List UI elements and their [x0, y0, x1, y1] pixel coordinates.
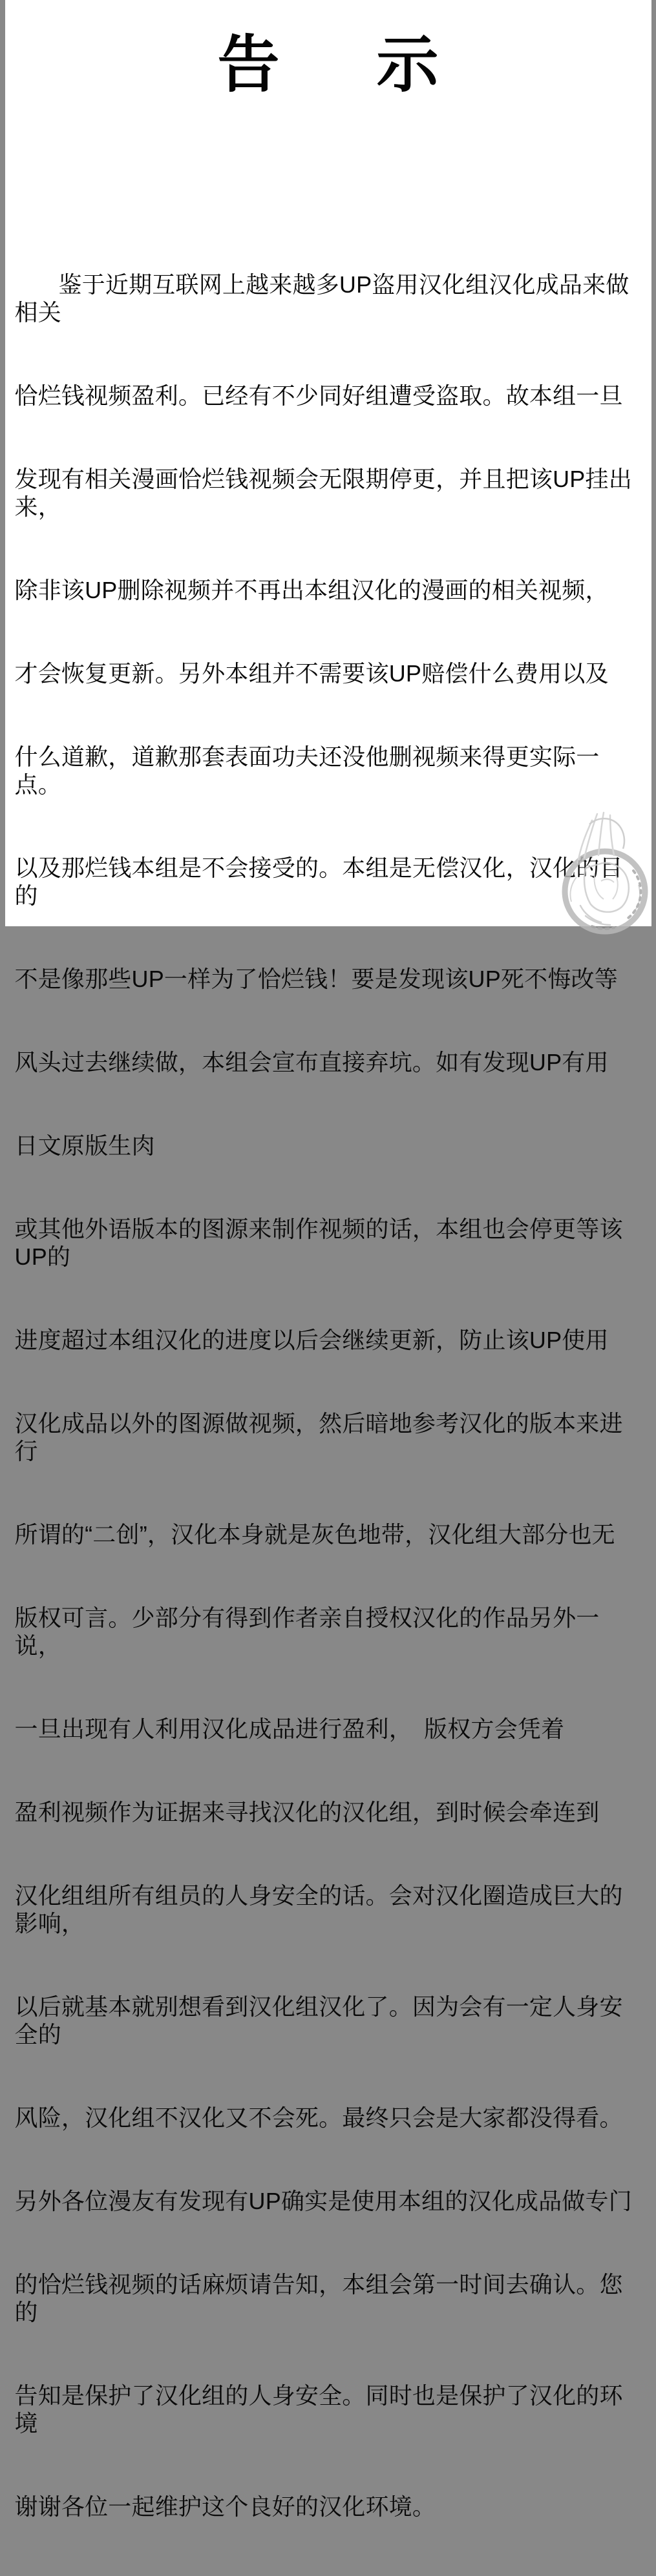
notice-line: 另外各位漫友有发现有UP确实是使用本组的汉化成品做专门 — [15, 2187, 644, 2215]
notice-line: 汉化组组所有组员的人身安全的话。会对汉化圈造成巨大的影响， — [15, 1882, 644, 1937]
notice-line: 告知是保护了汉化组的人身安全。同时也是保护了汉化的环境 — [15, 2382, 644, 2437]
notice-line: 才会恢复更新。另外本组并不需要该UP赔偿什么费用以及 — [15, 660, 644, 687]
title-char-2: 示 — [377, 31, 439, 99]
notice-line: 的恰烂钱视频的话麻烦请告知，本组会第一时间去确认。您的 — [15, 2270, 644, 2326]
notice-line: 版权可言。少部分有得到作者亲自授权汉化的作品另外一说， — [15, 1604, 644, 1659]
notice-page — [5, 0, 651, 926]
notice-line: 以后就基本就别想看到汉化组汉化了。因为会有一定人身安全的 — [15, 1993, 644, 2048]
notice-line: 日文原版生肉 — [15, 1132, 644, 1159]
notice-line: 谢谢各位一起维护这个良好的汉化环境。 — [15, 2493, 644, 2520]
notice-line: 汉化成品以外的图源做视频，然后暗地参考汉化的版本来进行 — [15, 1409, 644, 1465]
notice-line: 不是像那些UP一样为了恰烂钱！要是发现该UP死不悔改等 — [15, 965, 644, 993]
notice-line: 发现有相关漫画恰烂钱视频会无限期停更，并且把该UP挂出来， — [15, 465, 644, 521]
notice-line: 以及那烂钱本组是不会接受的。本组是无偿汉化，汉化的目的 — [15, 854, 644, 909]
notice-line: 进度超过本组汉化的进度以后会继续更新，防止该UP使用 — [15, 1326, 644, 1354]
notice-line: 什么道歉，道歉那套表面功夫还没他删视频来得更实际一点。 — [15, 743, 644, 798]
notice-line: 盈利视频作为证据来寻找汉化的汉化组，到时候会牵连到 — [15, 1798, 644, 1826]
notice-line: 恰烂钱视频盈利。已经有不少同好组遭受盗取。故本组一旦 — [15, 382, 644, 410]
notice-line: 风险，汉化组不汉化又不会死。最终只会是大家都没得看。 — [15, 2104, 644, 2132]
notice-line: 鉴于近期互联网上越来越多UP盗用汉化组汉化成品来做相关 — [15, 271, 644, 326]
notice-line: 一旦出现有人利用汉化成品进行盈利， 版权方会凭着 — [15, 1715, 644, 1743]
notice-line: 或其他外语版本的图源来制作视频的话，本组也会停更等该UP的 — [15, 1215, 644, 1271]
notice-line: 风头过去继续做，本组会宣布直接弃坑。如有发现UP有用 — [15, 1048, 644, 1076]
title-char-1: 告 — [218, 31, 280, 99]
notice-body — [5, 215, 651, 2576]
notice-line: 所谓的“二创”，汉化本身就是灰色地带，汉化组大部分也无 — [15, 1521, 644, 1548]
notice-line: 除非该UP删除视频并不再出本组汉化的漫画的相关视频， — [15, 576, 644, 604]
page-title — [5, 0, 651, 99]
